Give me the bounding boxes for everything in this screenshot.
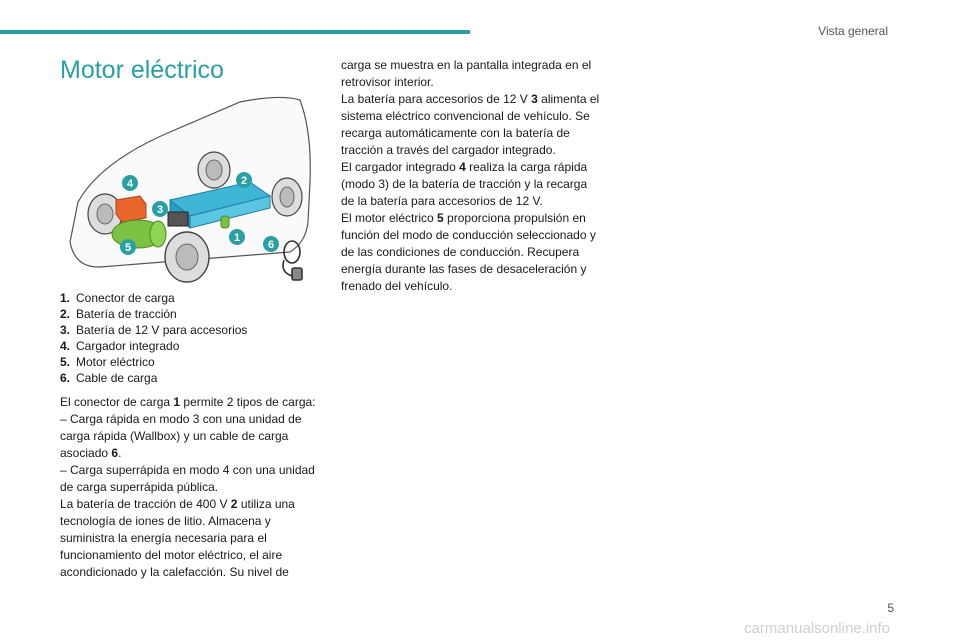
body-text-right xyxy=(341,57,603,295)
svg-text:1: 1 xyxy=(233,232,241,244)
rear-wheel-top xyxy=(198,152,230,188)
paragraph: carga se muestra en la pantalla integrada en el retrovisor interior. xyxy=(341,58,592,89)
legend-item: 5. Motor eléctrico xyxy=(60,355,155,369)
page-title: Motor eléctrico xyxy=(60,56,224,84)
svg-text:2: 2 xyxy=(240,175,248,187)
legend-list xyxy=(60,290,325,386)
svg-text:5: 5 xyxy=(124,242,132,254)
accessory-battery xyxy=(168,212,188,226)
callout-5 xyxy=(120,239,136,255)
paragraph: La batería de tracción de 400 V 2 utiliza una tecnología de iones de litio. Almacena y suministra la energía necesaria para el funcionamiento del motor eléctrico, el aire acondicionado y la calefacción. Su nivel de xyxy=(60,497,295,579)
page-number: 5 xyxy=(887,601,894,615)
paragraph: El motor eléctrico 5 proporciona propulsión en función del modo de conducción seleccionado y de las condiciones de conducción. Recupera energía durante las fases de desaceleración y frenado del vehículo. xyxy=(341,211,596,293)
callout-4 xyxy=(122,175,138,191)
paragraph: – Carga superrápida en modo 4 con una unidad de carga superrápida pública. xyxy=(60,463,315,494)
header-accent-bar xyxy=(0,30,470,34)
legend-item: 6. Cable de carga xyxy=(60,371,158,385)
front-wheel-bottom xyxy=(165,232,209,282)
body-text-left xyxy=(60,394,325,581)
callout-2 xyxy=(236,172,252,188)
svg-text:4: 4 xyxy=(126,178,134,190)
onboard-charger xyxy=(116,196,146,222)
legend-item: 1. Conector de carga xyxy=(60,291,175,305)
callout-1 xyxy=(229,229,245,245)
section-label: Vista general xyxy=(818,24,888,38)
callout-3 xyxy=(152,201,168,217)
watermark: carmanualsonline.info xyxy=(744,620,890,637)
paragraph: El cargador integrado 4 realiza la carga rápida (modo 3) de la batería de tracción y la recarga de la batería para accesorios de 12 V. xyxy=(341,160,588,208)
svg-text:6: 6 xyxy=(267,239,275,251)
callout-6 xyxy=(263,236,279,252)
legend-item: 3. Batería de 12 V para accesorios xyxy=(60,323,248,337)
paragraph: La batería para accesorios de 12 V 3 alimenta el sistema eléctrico convencional de vehículo. Se recarga automáticamente con la batería de tracción a través del cargador integrado. xyxy=(341,92,600,157)
legend-item: 4. Cargador integrado xyxy=(60,339,180,353)
vehicle-diagram xyxy=(60,92,318,288)
right-wheel xyxy=(272,178,302,216)
legend-item: 2. Batería de tracción xyxy=(60,307,177,321)
svg-text:3: 3 xyxy=(156,204,164,216)
charge-connector xyxy=(221,216,229,228)
paragraph: El conector de carga 1 permite 2 tipos de carga: xyxy=(60,395,316,409)
paragraph: – Carga rápida en modo 3 con una unidad de carga rápida (Wallbox) y un cable de carga asociado 6. xyxy=(60,412,302,460)
